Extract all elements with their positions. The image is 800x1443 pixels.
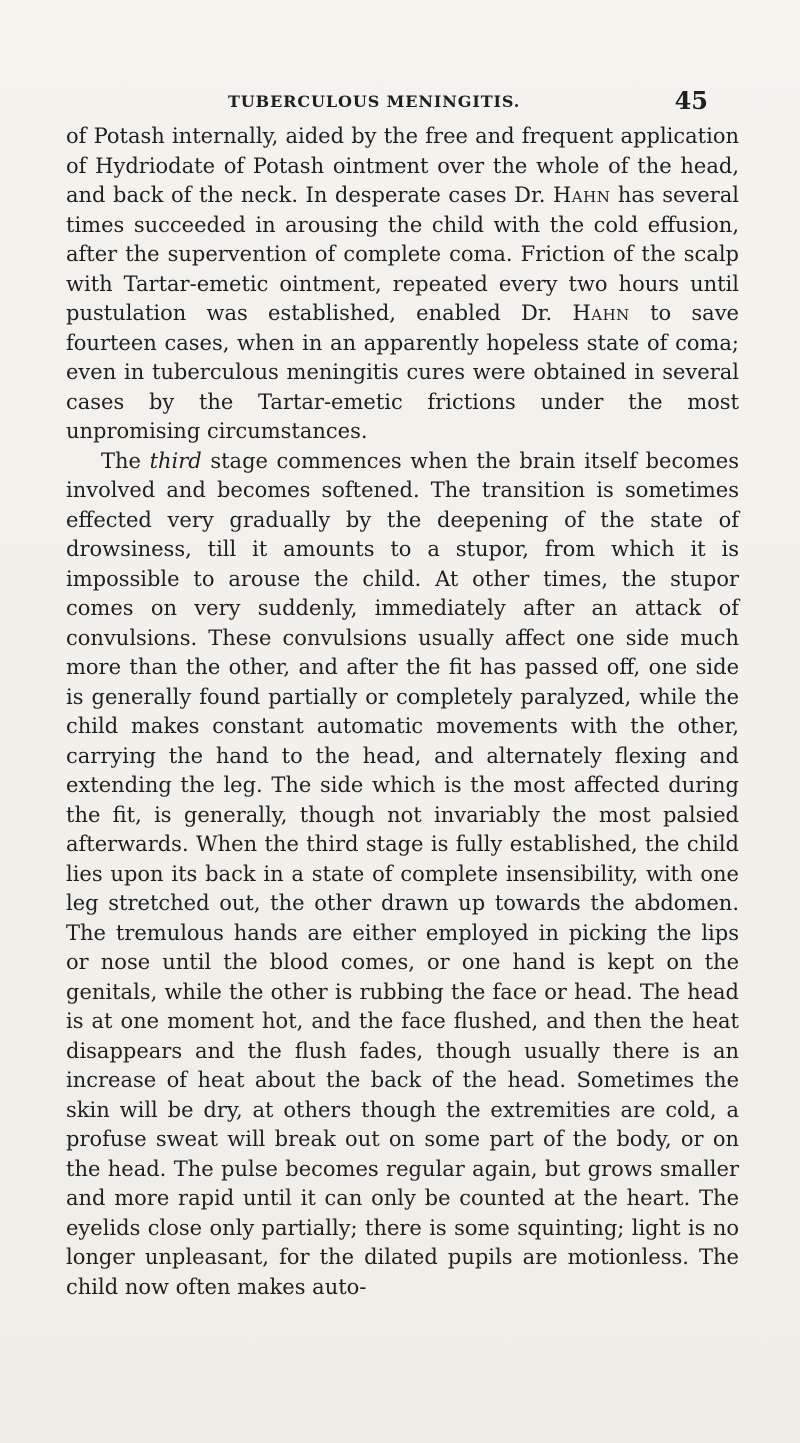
paragraph-1-part-b: has several times succeeded in arousing the child with the cold effusion, after the supervention of complete coma. Friction of the scalp with Tartar-emetic ointment, repeated every two hours until pustulation was established, enabled Dr. [66,183,739,325]
paragraph-2-part-a: The [101,448,150,473]
paragraph-2-part-b: stage commences when the brain itself becomes involved and becomes softened. The transition is sometimes effected very gradually by the deepening of the state of drowsiness, till it amounts to a stupor, from which it is impossible to arouse the child. At other times, the stupor comes on very suddenly, immediately after an attack of convulsions. These convulsions usually affect one side much more than the other, and after the fit has passed off, one side is generally found partially or completely paralyzed, while the child makes constant automatic movements with the other, carrying the hand to the head, and alternately flexing and extending the leg. The side which is the most affected during the fit, is generally, though not invariably the most palsied afterwards. When the third stage is fully established, the child lies upon its back in a state of complete insensibility, with one leg stretched out, the other drawn up towards the abdomen. The tremulous hands are either employed in picking the lips or nose until the blood comes, or one hand is kept on the genitals, while the other is rubbing the face or head. The head is at one moment hot, and the face flushed, and then the heat disappears and the flush fades, though usually there is an increase of heat about the back of the head. Sometimes the skin will be dry, at others though the extremities are cold, a profuse sweat will break out on some part of the body, or on the head. The pulse becomes regular again, but grows smaller and more rapid until it can only be counted at the heart. The eyelids close only partially; there is some squinting; light is no longer unpleasant, for the dilated pupils are motionless. The child now often makes auto- [66,448,739,1299]
running-title: TUBERCULOUS MENINGITIS. [228,92,521,111]
paragraph-1 [66,122,739,447]
paragraph-1-part-a: of Potash internally, aided by the free and frequent application of Hydriodate of Potash ointment over the whole of the head, and back of the neck. In desperate cases Dr. [66,124,739,207]
running-head [0,86,800,116]
paragraph-2 [66,447,739,1303]
emphasis-third: third [149,448,202,473]
author-name-hahn-2: Hahn [572,301,630,325]
page-number: 45 [674,86,708,115]
body-text [66,122,739,1302]
author-name-hahn: Hahn [552,183,611,207]
paragraph-1-part-c: to save fourteen cases, when in an apparently hopeless state of coma; even in tuberculous meningitis cures were obtained in several cases by the Tartar-emetic frictions under the most unpromising circumstances. [66,301,739,443]
